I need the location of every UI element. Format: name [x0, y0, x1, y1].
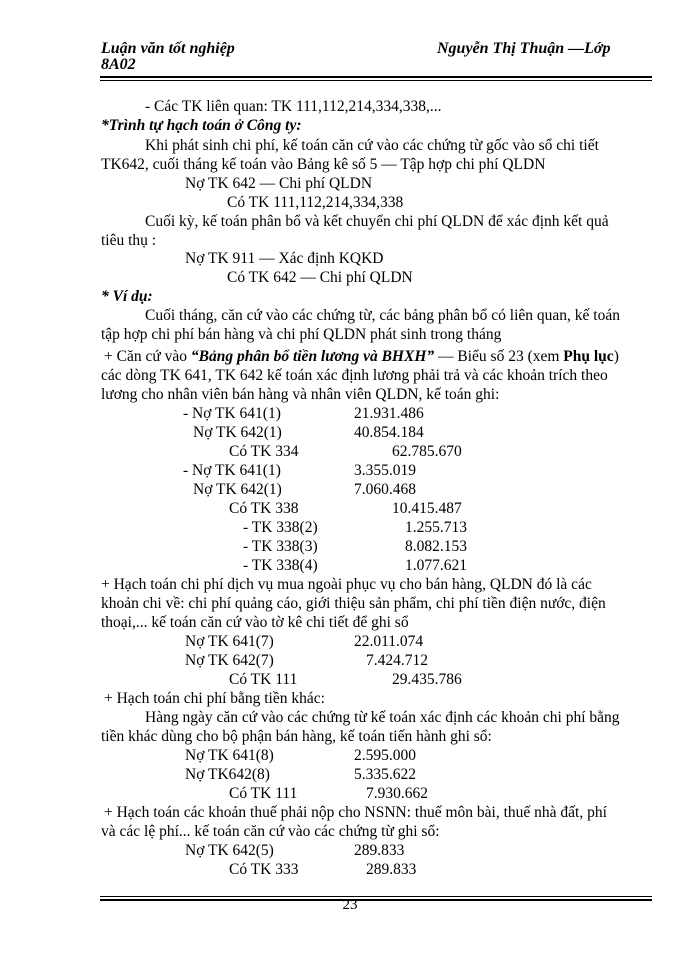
section-heading: *Trình tự hạch toán ở Công ty: — [101, 117, 302, 134]
entry-account: - Nợ TK 641(1) — [183, 462, 281, 479]
page-number: 23 — [342, 897, 358, 913]
entry-amount: 2.595.000 — [354, 747, 416, 764]
text-fragment: — Biểu số 23 (xem — [434, 348, 564, 365]
entry-amount: 289.833 — [366, 861, 417, 878]
text-line: + Hạch toán chi phí bằng tiền khác: — [104, 690, 325, 707]
entry-amount: 40.854.184 — [354, 424, 424, 441]
text-fragment: ) — [613, 348, 619, 365]
entry-amount: 289.833 — [354, 842, 405, 859]
text-line: thoại,... kế toán căn cứ vào tờ kê chi tiết để ghi sổ — [101, 614, 409, 631]
entry-account: Nợ TK 642(7) — [185, 652, 274, 669]
entry-account: Nợ TK 642(1) — [193, 424, 282, 441]
entry-amount: 3.355.019 — [354, 462, 416, 479]
text-line: Cuối tháng, căn cứ vào các chứng từ, các bảng phân bổ có liên quan, kế toán — [145, 307, 620, 324]
entry-amount: 10.415.487 — [392, 500, 462, 517]
text-line: - Các TK liên quan: TK 111,112,214,334,338,... — [145, 98, 442, 115]
header-class: 8A02 — [101, 56, 136, 73]
text-line: và các lệ phí... kế toán căn cứ vào các chứng từ ghi sổ: — [101, 823, 440, 840]
text-line: TK642, cuối tháng kế toán vào Bảng kê số 5 — Tập hợp chi phí QLDN — [101, 156, 546, 173]
entry-amount: 8.082.153 — [405, 538, 467, 555]
text-line: lương cho nhân viên bán hàng và nhân viên QLDN, kế toán ghi: — [101, 386, 500, 403]
text-line: Cuối kỳ, kế toán phân bổ và kết chuyển chi phí QLDN để xác định kết quả — [145, 213, 609, 230]
appendix-ref: Phụ lục — [563, 348, 614, 365]
entry-line: Có TK 111,112,214,334,338 — [227, 194, 404, 211]
header-rule-thick — [100, 76, 652, 78]
text-line: tập hợp chi phí bán hàng và chi phí QLDN phát sinh trong tháng — [101, 326, 502, 343]
entry-account: - Nợ TK 641(1) — [183, 405, 281, 422]
text-line: các dòng TK 641, TK 642 kế toán xác định lương phải trả và các khoản trích theo — [101, 367, 608, 384]
entry-account: Nợ TK 642(1) — [193, 481, 282, 498]
entry-subaccount: - TK 338(2) — [243, 519, 318, 536]
entry-account: Nợ TK 642(5) — [185, 842, 274, 859]
entry-amount: 29.435.786 — [392, 671, 462, 688]
text-line: tiền khác dùng cho bộ phận bán hàng, kế toán tiến hành ghi sổ: — [101, 728, 492, 745]
entry-account: Có TK 333 — [229, 861, 299, 878]
header-left: Luận văn tốt nghiệp — [101, 40, 235, 57]
text-line: khoản chi về: chi phí quảng cáo, giới thiệu sản phẩm, chi phí tiền điện nước, điện — [101, 595, 606, 612]
entry-account: Có TK 334 — [229, 443, 299, 460]
entry-amount: 21.931.486 — [354, 405, 424, 422]
entry-amount: 1.077.621 — [405, 557, 467, 574]
text-line: + Hạch toán các khoản thuế phải nộp cho NSNN: thuế môn bài, thuế nhà đất, phí — [104, 804, 607, 821]
doc-title: “Bảng phân bổ tiền lương và BHXH” — [190, 348, 435, 365]
section-heading: * Ví dụ: — [101, 288, 153, 305]
entry-amount: 62.785.670 — [392, 443, 462, 460]
entry-amount: 22.011.074 — [354, 633, 424, 650]
text-line: Hàng ngày căn cứ vào các chứng từ kế toán xác định các khoản chi phí bằng — [145, 709, 620, 726]
text-line: + Hạch toán chi phí dịch vụ mua ngoài phục vụ cho bán hàng, QLDN đó là các — [101, 576, 592, 593]
entry-amount: 1.255.713 — [405, 519, 467, 536]
entry-line: Nợ TK 642 — Chi phí QLDN — [185, 175, 373, 192]
header-rule-thin — [100, 80, 652, 81]
entry-amount: 7.424.712 — [366, 652, 428, 669]
entry-amount: 7.060.468 — [354, 481, 416, 498]
entry-account: Nợ TK642(8) — [185, 766, 270, 783]
text-line: tiêu thụ : — [101, 232, 157, 249]
entry-account: Nợ TK 641(7) — [185, 633, 274, 650]
entry-amount: 7.930.662 — [366, 785, 428, 802]
text-fragment: + Căn cứ vào — [104, 348, 191, 365]
entry-account: Có TK 111 — [229, 785, 298, 802]
entry-subaccount: - TK 338(3) — [243, 538, 318, 555]
entry-subaccount: - TK 338(4) — [243, 557, 318, 574]
text-line: Khi phát sinh chi phí, kế toán căn cứ vào các chứng từ gốc vào sổ chi tiết — [145, 137, 599, 154]
text-line — [104, 347, 619, 366]
entry-account: Có TK 338 — [229, 500, 299, 517]
entry-amount: 5.335.622 — [354, 766, 416, 783]
header-right: Nguyễn Thị Thuận —Lớp — [437, 40, 611, 57]
entry-line: Nợ TK 911 — Xác định KQKD — [185, 250, 384, 267]
entry-account: Có TK 111 — [229, 671, 298, 688]
entry-line: Có TK 642 — Chi phí QLDN — [227, 269, 413, 286]
entry-account: Nợ TK 641(8) — [185, 747, 274, 764]
